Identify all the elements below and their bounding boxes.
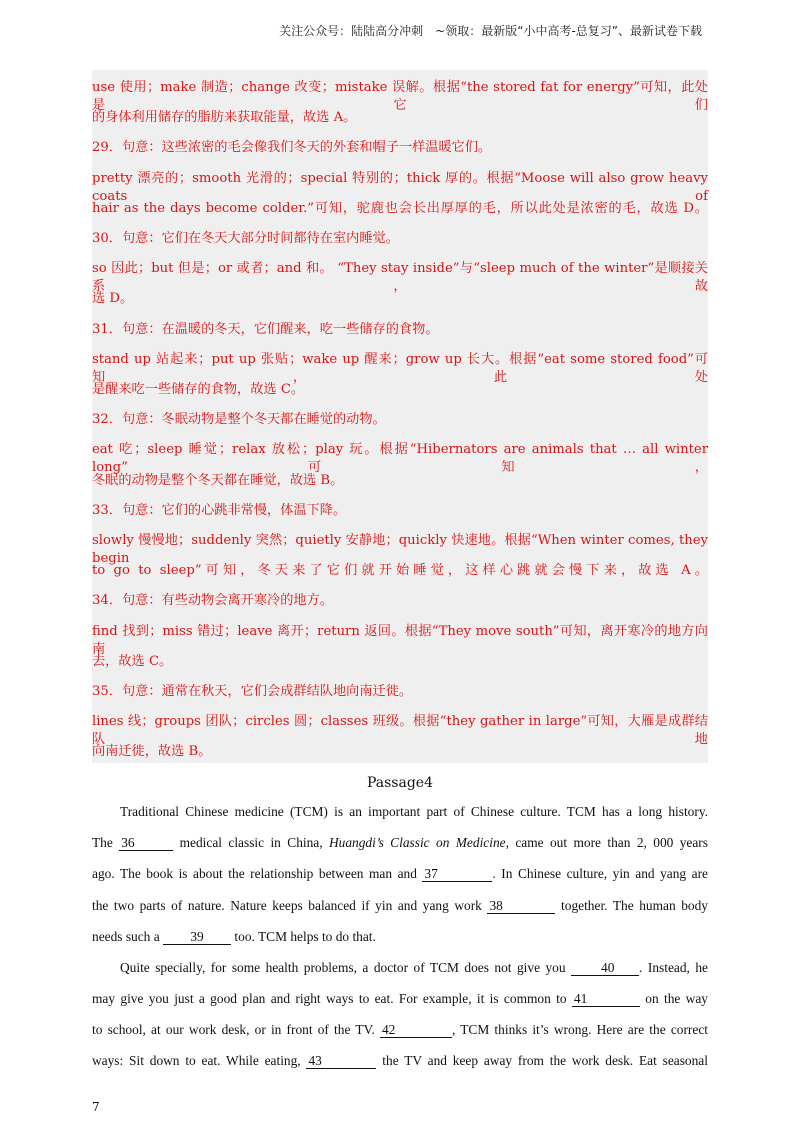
- answer-line: 去，故选 C。: [92, 653, 173, 669]
- answer-line: 30．句意：它们在冬天大部分时间都待在室内睡觉。: [92, 231, 399, 246]
- passage-line: [92, 928, 708, 946]
- answer-line: 选 D。: [92, 291, 134, 307]
- passage-line: [92, 803, 708, 821]
- blank-43[interactable]: 43: [306, 1054, 376, 1069]
- passage-text: . Instead, he: [639, 960, 708, 975]
- passage-text: the TV and keep away from the work desk. Eat seasonal: [382, 1053, 708, 1068]
- answer-line: lines 线；groups 团队；circles 圆；classes 班级。根据“they gather in large”可知，大雁是成群结队地: [92, 714, 708, 748]
- answer-line: 33．句意：它们的心跳非常慢，体温下降。: [92, 502, 347, 518]
- answer-line: hair as the days become colder.”可知，驼鹿也会长出厚厚的毛，所以此处是浓密的毛，故选 D。: [92, 200, 708, 216]
- blank-37[interactable]: 37: [422, 867, 492, 882]
- blank-40[interactable]: 40: [571, 961, 639, 976]
- passage-line: [92, 959, 708, 977]
- answer-line: slowly 慢慢地；suddenly 突然；quietly 安静地；quickly 快速地。根据“When winter comes, they begin: [92, 533, 708, 566]
- answer-line: 35．句意：通常在秋天，它们会成群结队地向南迁徙。: [92, 684, 413, 699]
- answer-line: so 因此；but 但是；or 或者；and 和。 “They stay inside”与“sleep much of the winter”是顺接关系，故: [92, 261, 708, 295]
- answer-line: 向南迁徙，故选 B。: [92, 744, 212, 760]
- blank-39[interactable]: 39: [163, 930, 231, 945]
- passage-text: may give you just a good plan and right ways to eat. For example, it is common to: [92, 991, 567, 1006]
- passage-line: [92, 834, 708, 852]
- answer-line: eat 吃；sleep 睡觉；relax 放松；play 玩。根据“Hibernators are animals that … all winter long”可知，: [92, 442, 708, 476]
- answer-line: to go to sleep”可知，冬天来了它们就开始睡觉，这样心跳就会慢下来，故选 A。: [92, 563, 708, 579]
- blank-36[interactable]: 36: [119, 836, 173, 851]
- passage-line: [92, 990, 708, 1008]
- passage-line: [92, 1052, 708, 1070]
- passage-text: together. The human body: [561, 898, 709, 913]
- blank-38[interactable]: 38: [487, 899, 555, 914]
- passage-text: on the way: [645, 991, 708, 1006]
- answer-line: use 使用；make 制造；change 改变；mistake 误解。根据“the stored fat for energy”可知，此处是它们: [92, 80, 708, 113]
- answer-line: find 找到；miss 错过；leave 离开；return 返回。根据“They move south”可知，离开寒冷的地方向南: [92, 623, 708, 657]
- answer-line: 冬眠的动物是整个冬天都在睡觉，故选 B。: [92, 472, 344, 488]
- page-number: 7: [92, 1100, 100, 1114]
- answer-line: 32．句意：冬眠动物是整个冬天都在睡觉的动物。: [92, 412, 386, 428]
- book-title: Huangdi’s Classic on Medicine: [328, 835, 506, 850]
- passage-text: ago. The book is about the relationship between man and: [92, 866, 417, 881]
- answer-line: 是醒来吃一些储存的食物，故选 C。: [92, 382, 305, 397]
- answer-line: 的身体利用储存的脂肪来获取能量，故选 A。: [92, 110, 357, 126]
- passage-text: , TCM thinks it’s wrong. Here are the correct: [451, 1022, 708, 1037]
- passage-text: too. TCM helps to do that.: [234, 929, 376, 944]
- passage-text: needs such a: [92, 929, 160, 944]
- passage-line: [92, 865, 708, 883]
- passage-text: the two parts of nature. Nature keeps balanced if yin and yang work: [92, 898, 482, 913]
- blank-42[interactable]: 42: [380, 1023, 452, 1038]
- answer-line: 34．句意：有些动物会离开寒冷的地方。: [92, 593, 333, 609]
- passage-title: Passage4: [366, 775, 433, 791]
- page-header: 关注公众号：陆陆高分冲刺 ~领取：最新版“小中高考-总复习”、最新试卷下载: [279, 24, 702, 38]
- passage-text: Traditional Chinese medicine (TCM) is an important part of Chinese culture. TCM has a long history.: [120, 804, 708, 819]
- blank-41[interactable]: 41: [572, 992, 640, 1007]
- passage-line: [92, 897, 708, 915]
- passage-text: ways: Sit down to eat. While eating,: [92, 1053, 301, 1068]
- answer-line: 29．句意：这些浓密的毛会像我们冬天的外套和帽子一样温暖它们。: [92, 140, 492, 156]
- passage-line: [92, 1021, 708, 1039]
- passage-text: . In Chinese culture, yin and yang are: [492, 866, 708, 881]
- passage-text: medical classic in China,: [179, 835, 323, 850]
- passage-text: to school, at our work desk, or in front of the TV.: [92, 1022, 375, 1037]
- passage-text: , came out more than 2, 000 years: [505, 835, 708, 850]
- answer-line: stand up 站起来；put up 张贴；wake up 醒来；grow up 长大。根据“eat some stored food”可知，此处: [92, 351, 708, 385]
- answer-line: 31．句意：在温暖的冬天，它们醒来，吃一些储存的食物。: [92, 321, 439, 337]
- answer-line: pretty 漂亮的；smooth 光滑的；special 特别的；thick 厚的。根据“Moose will also grow heavy coats of: [92, 170, 708, 204]
- passage-text: The: [92, 835, 113, 850]
- passage-text: Quite specially, for some health problems, a doctor of TCM does not give you: [120, 960, 566, 975]
